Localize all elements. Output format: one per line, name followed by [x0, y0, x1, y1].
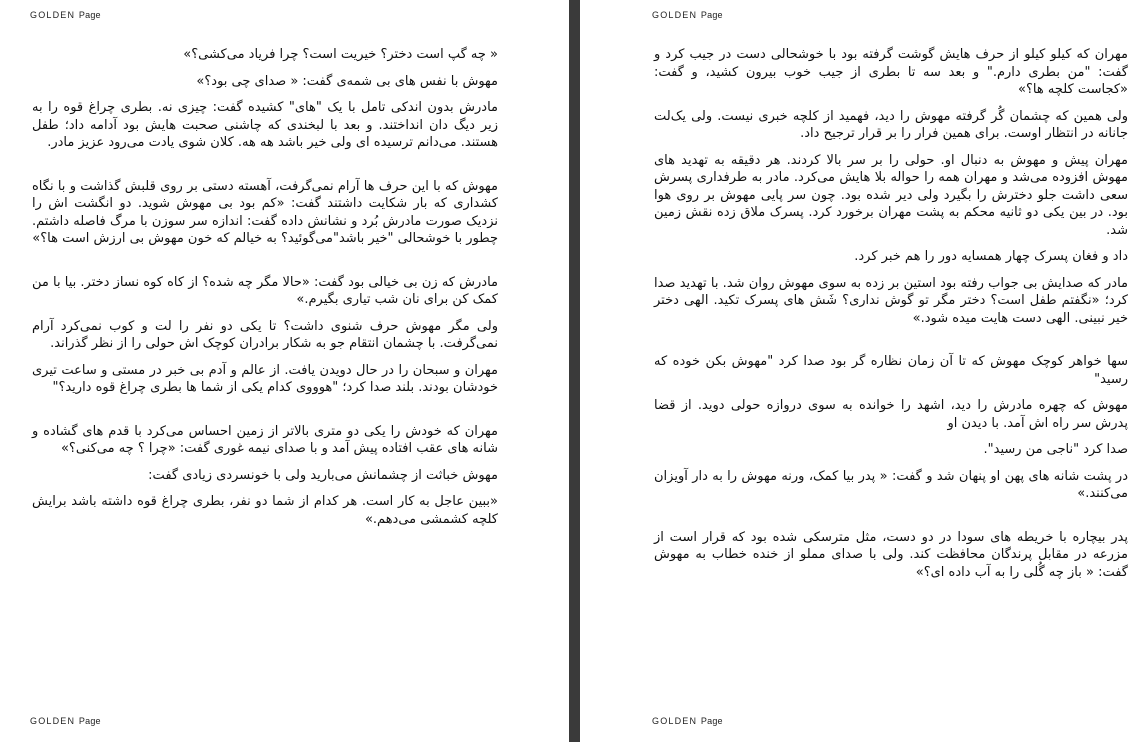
brand-name: GOLDEN: [652, 716, 698, 726]
brand-suffix: Page: [700, 716, 723, 726]
left-page: [0, 0, 569, 742]
paragraph: مهران و سبحان را در حال دویدن یافت. از عالم و آدم بی خبر در مستی و ساعت تیری خودشان بودند. بلند صدا کرد؛ "هوووی کدام یکی از شما ها بطری چراغ قوه دارید؟": [32, 362, 498, 395]
footer-brand-left: [30, 716, 101, 726]
paragraph: مهوش خباثت از چشمانش می‌بارید ولی با خونسردی زیادی گفت:: [148, 467, 498, 483]
paragraph: مهوش که چهره مادرش را دید، اشهد را خوانده به سوی دروازه حولی دوید. از قضا پدرش سر راه اش آمد. با دیدن او: [654, 398, 1128, 431]
brand-suffix: Page: [78, 10, 101, 20]
paragraph: مادر که صدایش بی جواب رفته بود استین بر زده به سوی مهوش روان شد. با تهدید صدا کرد؛ «نگفتم طفل است؟ دختر مگر تو گوش نداری؟ شَش های پسرک تکید. الهی دختر خیر نبینی. الهی دست هایت میده شود.»: [654, 275, 1128, 326]
header-brand-left: [30, 10, 101, 20]
paragraph: «ببین عاجل به کار است. هر کدام از شما دو نفر، بطری چراغ قوه داشته باشد برایش کلچه کشمشی می‌دهم.»: [32, 494, 498, 527]
page-gutter: [569, 0, 580, 742]
paragraph: « چه گپ است دختر؟ خیریت است؟ چرا فریاد می‌کشی؟»: [183, 47, 498, 62]
paragraph: سها خواهر کوچک مهوش که تا آن زمان نظاره گر بود صدا کرد "مهوش بکن خوده که رسید": [654, 354, 1128, 387]
paragraph: مادرش بدون اندکی تامل با یک "های" کشیده گفت: چیزی نه. بطری چراغ قوه را به زیر دیگ دان انداختند. و بعد با لبخندی که چاشنی صحبت هایش بود آدامه داد؛ طفل هستند. می‌دانم ترسیده ای ولی خیر باشد هه هه. کلان شوی یادت می‌رود عزیز مادر.: [32, 100, 498, 150]
left-page-body: [32, 46, 498, 537]
paragraph: مهوش که با این حرف ها آرام نمی‌گرفت، آهسته دستی بر روی قلبش گذاشت و با نگاه کشداری که بار شکایت داشتند گفت: «کم بود بی مهوش شوید. دو انگشت اش را نزدیک صورت مادرش بُرد و نشانش داده گفت: اندازه سر سوزن با مرگ فاصله داشتم. چطور با خوشحالی "خیر باشد"می‌گوئید؟ به خیالم که خون مهوش بی ارزش است ها؟»: [32, 178, 498, 246]
paragraph: مهران که خودش را یکی دو متری بالاتر از زمین احساس می‌کرد با قدم های گشاده و شانه های عقب افتاده پیش آمد و با صدای نیمه غوری گفت: «چرا ؟ چه می‌کنی؟»: [32, 423, 498, 456]
paragraph: مهران پیش و مهوش به دنبال او. حولی را بر سر بالا کردند. هر دقیقه به تهدید های مهوش افزوده می‌شد و مهران همه را حواله بلا هایش می‌کرد. مادر به طرفداری پسرش سعی داشت جلو دخترش را بگیرد ولی دیر شده بود. چون سر پایی مهوش بر روی هوا بود. در بین یکی دو ثانیه محکم به پشت مهران برخورد کرد. پسرک ملاق زده نقش زمین شد.: [654, 152, 1128, 238]
paragraph: پدر بیچاره با خریطه های سودا در دو دست، مثل مترسکی شده بود که قرار است از مزرعه در مقابل پرندگان محافظت کند. ولی با صدای مملو از خنده خطاب به مهوش گفت: « باز چه گُلی را به آب داده ای؟»: [654, 529, 1128, 580]
brand-suffix: Page: [700, 10, 723, 20]
paragraph: در پشت شانه های پهن او پنهان شد و گفت: « پدر بیا کمک، ورنه مهوش را به دار آویزان می‌کنند.»: [654, 468, 1128, 501]
brand-name: GOLDEN: [30, 10, 76, 20]
brand-name: GOLDEN: [30, 716, 76, 726]
paragraph: مهوش با نفس های بی شمه‌ی گفت: « صدای چی بود؟»: [196, 73, 498, 89]
paragraph: صدا کرد "ناجی من رسید".: [983, 442, 1128, 457]
brand-suffix: Page: [78, 716, 101, 726]
paragraph: مهران که کیلو کیلو از حرف هایش گوشت گرفته بود با خوشحالی دست در جیب کرد و گفت: "من بطری دارم." و بعد سه تا بطری از جیب خوب بیرون کشید، و گفت: «کجاست کلچه ها؟»: [654, 47, 1128, 97]
paragraph: ولی مگر مهوش حرف شنوی داشت؟ تا یکی دو نفر را لت و کوب نمی‌کرد آرام نمی‌گرفت. با چشمان انتقام جو به شکار برادران کوچک اش حولی را از نظر گذراند.: [32, 318, 498, 351]
right-page: [580, 0, 1145, 742]
paragraph: مادرش که زن بی خیالی بود گفت: «حالا مگر چه شده؟ از کاه کوه نساز دختر. بیا با من کمک کن برای نان شب تیاری بگیرم.»: [32, 274, 498, 307]
brand-name: GOLDEN: [652, 10, 698, 20]
paragraph: ولی همین که چشمان گُر گرفته مهوش را دید، فهمید از کلچه خبری نیست. ولی یک‌لت جانانه در انتظار اوست. برای همین فرار را بر قرار ترجیح داد.: [654, 108, 1128, 141]
footer-brand-right: [652, 716, 723, 726]
header-brand-right: [652, 10, 723, 20]
right-page-body: [654, 46, 1128, 590]
paragraph: داد و فغان پسرک چهار همسایه دور را هم خبر کرد.: [854, 249, 1128, 264]
